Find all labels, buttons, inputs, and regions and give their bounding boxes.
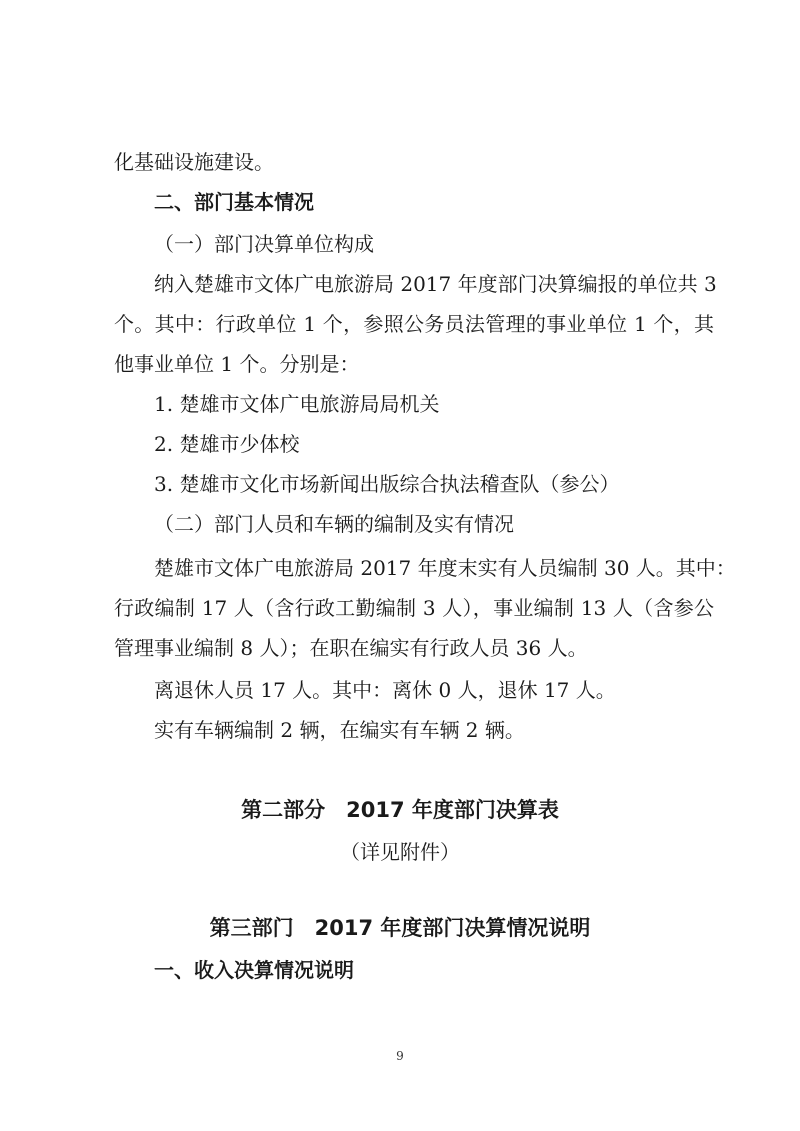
list-item: 3. 楚雄市文化市场新闻出版综合执法稽查队（参公） <box>154 472 620 496</box>
paragraph-line: 化基础设施建设。 <box>114 150 274 174</box>
part-title: 第三部门 2017 年度部门决算情况说明 <box>209 916 591 940</box>
paragraph-line: 纳入楚雄市文体广电旅游局 2017 年度部门决算编报的单位共 3 <box>154 272 717 296</box>
paragraph-line: 管理事业编制 8 人）；在职在编实有行政人员 36 人。 <box>114 636 588 660</box>
part-title: 第二部分 2017 年度部门决算表 <box>241 798 559 822</box>
paragraph-line: 楚雄市文体广电旅游局 2017 年度末实有人员编制 30 人。其中： <box>154 556 736 580</box>
paragraph-line: 行政编制 17 人（含行政工勤编制 3 人），事业编制 13 人（含参公 <box>114 596 714 620</box>
paragraph-line: 他事业单位 1 个。分别是： <box>114 352 360 376</box>
paragraph-line: 离退休人员 17 人。其中：离休 0 人，退休 17 人。 <box>154 678 616 702</box>
section-heading: 一、收入决算情况说明 <box>154 958 354 982</box>
subsection-heading: （一）部门决算单位构成 <box>154 232 374 256</box>
paragraph-line: 实有车辆编制 2 辆，在编实有车辆 2 辆。 <box>154 718 525 742</box>
list-item: 2. 楚雄市少体校 <box>154 432 300 456</box>
part-subtitle: （详见附件） <box>340 840 460 864</box>
page-number: 9 <box>396 1049 404 1063</box>
subsection-heading: （二）部门人员和车辆的编制及实有情况 <box>154 512 514 536</box>
paragraph-line: 个。其中：行政单位 1 个，参照公务员法管理的事业单位 1 个，其 <box>114 312 714 336</box>
list-item: 1. 楚雄市文体广电旅游局局机关 <box>154 392 440 416</box>
section-heading: 二、部门基本情况 <box>154 190 314 214</box>
